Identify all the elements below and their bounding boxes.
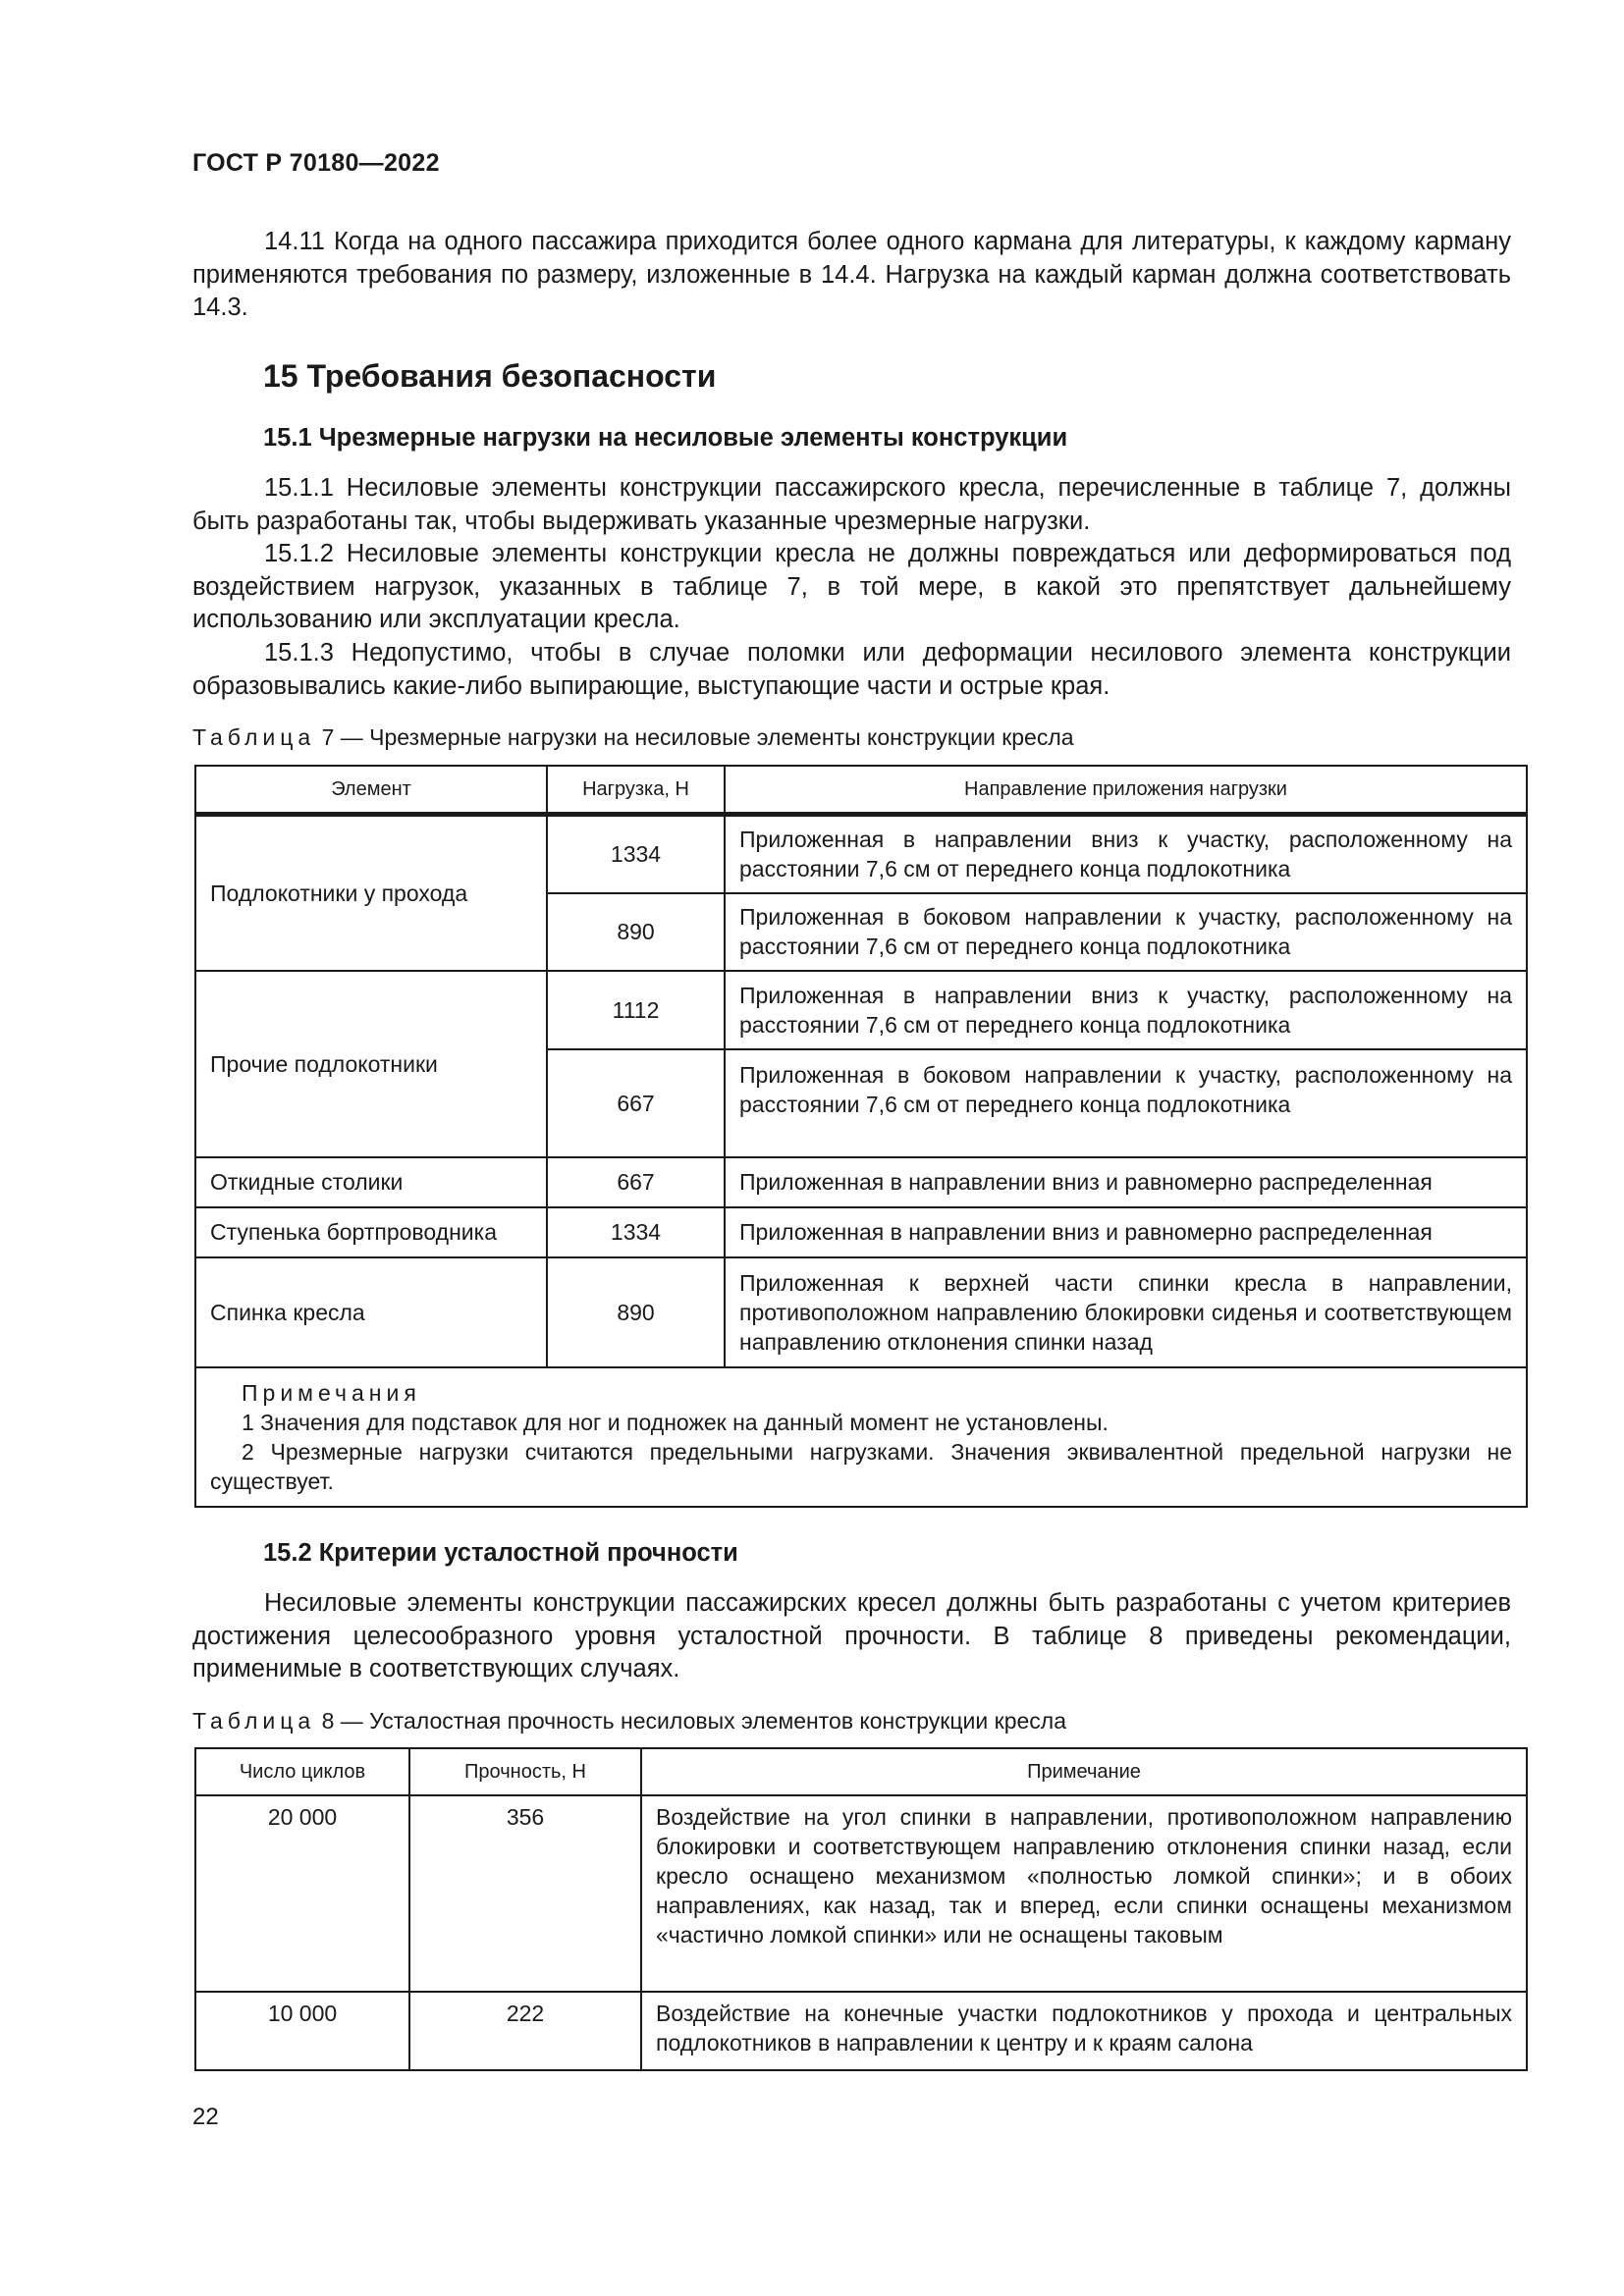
table-cell-direction: Приложенная в направлении вниз и равномерно распределенная [725,1207,1527,1257]
page-number: 22 [192,2104,219,2130]
table-7-caption-prefix: Таблица [192,724,316,750]
table-7-caption [192,724,1074,751]
section-15-1-title: 15.1 Чрезмерные нагрузки на несиловые элементы конструкции [263,424,1068,452]
table-cell-direction: Приложенная к верхней части спинки кресла в направлении, противоположном направлению блокировки сиденья и соответствующем направлению отклонения спинки назад [725,1257,1527,1367]
note-1: 1 Значения для подставок для ног и подножек на данный момент не установлены. [242,1409,1109,1435]
table-8-header-strength: Прочность, Н [409,1748,641,1795]
table-cell-direction: Приложенная в направлении вниз и равномерно распределенная [725,1157,1527,1207]
table-row [195,1257,1527,1367]
document-header: ГОСТ Р 70180—2022 [192,149,440,177]
table-8-caption-text: 8 — Усталостная прочность несиловых элементов конструкции кресла [315,1708,1066,1734]
table-7-header-direction: Направление приложения нагрузки [725,766,1527,815]
table-cell-load: 1334 [547,815,725,893]
notes-heading: Примечания [242,1379,421,1406]
table-cell-load: 890 [547,1257,725,1367]
table-7-header-load: Нагрузка, Н [547,766,725,815]
table-7-caption-text: 7 — Чрезмерные нагрузки на несиловые элементы конструкции кресла [315,724,1074,750]
table-cell-load: 890 [547,893,725,971]
paragraph-15-1-3: 15.1.3 Недопустимо, чтобы в случае поломки или деформации несилового элемента конструкции образовывались какие-либо выпирающие, выступающие части и острые края. [192,639,1511,700]
table-cell-strength: 356 [409,1795,641,1992]
table-8-header-note: Примечание [641,1748,1527,1795]
table-cell-load: 1112 [547,971,725,1049]
table-row [195,1795,1527,1992]
table-cell-direction: Приложенная в боковом направлении к участку, расположенному на расстоянии 7,6 см от переднего конца подлокотника [725,1049,1527,1157]
section-15-2-title: 15.2 Критерии усталостной прочности [263,1539,738,1567]
paragraph-14-11: 14.11 Когда на одного пассажира приходится более одного кармана для литературы, к каждому карману применяются требования по размеру, изложенные в 14.4. Нагрузка на каждый карман должна соответствовать 14.3. [192,228,1511,321]
table-7-notes-row [195,1367,1527,1507]
table-row [195,815,1527,893]
table-cell-direction: Приложенная в направлении вниз к участку, расположенному на расстоянии 7,6 см от переднего конца подлокотника [725,971,1527,1049]
table-row [195,1157,1527,1207]
table-cell-strength: 222 [409,1992,641,2070]
table-8-caption-prefix: Таблица [192,1708,316,1734]
paragraph-15-2: Несиловые элементы конструкции пассажирских кресел должны быть разработаны с учетом критериев достижения целесообразного уровня усталостной прочности. В таблице 8 приведены рекомендации, применимые в соответствующих случаях. [192,1589,1511,1682]
table-cell-element: Ступенька бортпроводника [195,1207,547,1257]
table-cell-element: Откидные столики [195,1157,547,1207]
table-cell-element: Подлокотники у прохода [195,815,547,971]
table-cell-load: 1334 [547,1207,725,1257]
table-8-caption [192,1708,1066,1735]
table-cell-element: Прочие подлокотники [195,971,547,1157]
section-15-title: 15 Требования безопасности [263,358,717,394]
table-cell-note: Воздействие на конечные участки подлокотников у прохода и центральных подлокотников в направлении к центру и к краям салона [641,1992,1527,2070]
table-cell-note: Воздействие на угол спинки в направлении, противоположном направлению блокировки и соответствующем направлению отклонения спинки назад, если кресло оснащено механизмом «полностью ломкой спинки»; и в обоих направлениях, как назад, так и вперед, если спинки оснащены механизмом «частично ломкой спинки» или не оснащены таковым [641,1795,1527,1992]
table-7-header-element: Элемент [195,766,547,815]
table-row [195,1992,1527,2070]
paragraph-15-1-2: 15.1.2 Несиловые элементы конструкции кресла не должны повреждаться или деформироваться под воздействием нагрузок, указанных в таблице 7, в той мере, в какой это препятствует дальнейшему использованию или эксплуатации кресла. [192,540,1511,633]
table-row [195,1207,1527,1257]
table-7 [194,765,1528,1508]
table-cell-element: Спинка кресла [195,1257,547,1367]
note-2: 2 Чрезмерные нагрузки считаются предельными нагрузками. Значения эквивалентной предельной нагрузки не существует. [210,1438,1512,1494]
table-row [195,971,1527,1049]
table-cell-cycles: 20 000 [195,1795,409,1992]
table-cell-load: 667 [547,1157,725,1207]
table-cell-direction: Приложенная в боковом направлении к участку, расположенному на расстоянии 7,6 см от переднего конца подлокотника [725,893,1527,971]
table-cell-direction: Приложенная в направлении вниз к участку, расположенному на расстоянии 7,6 см от переднего конца подлокотника [725,815,1527,893]
paragraph-15-1-1: 15.1.1 Несиловые элементы конструкции пассажирского кресла, перечисленные в таблице 7, должны быть разработаны так, чтобы выдерживать указанные чрезмерные нагрузки. [192,474,1511,535]
table-cell-load: 667 [547,1049,725,1157]
table-8-header-cycles: Число циклов [195,1748,409,1795]
table-cell-cycles: 10 000 [195,1992,409,2070]
table-7-notes [195,1367,1527,1507]
table-8 [194,1747,1528,2071]
